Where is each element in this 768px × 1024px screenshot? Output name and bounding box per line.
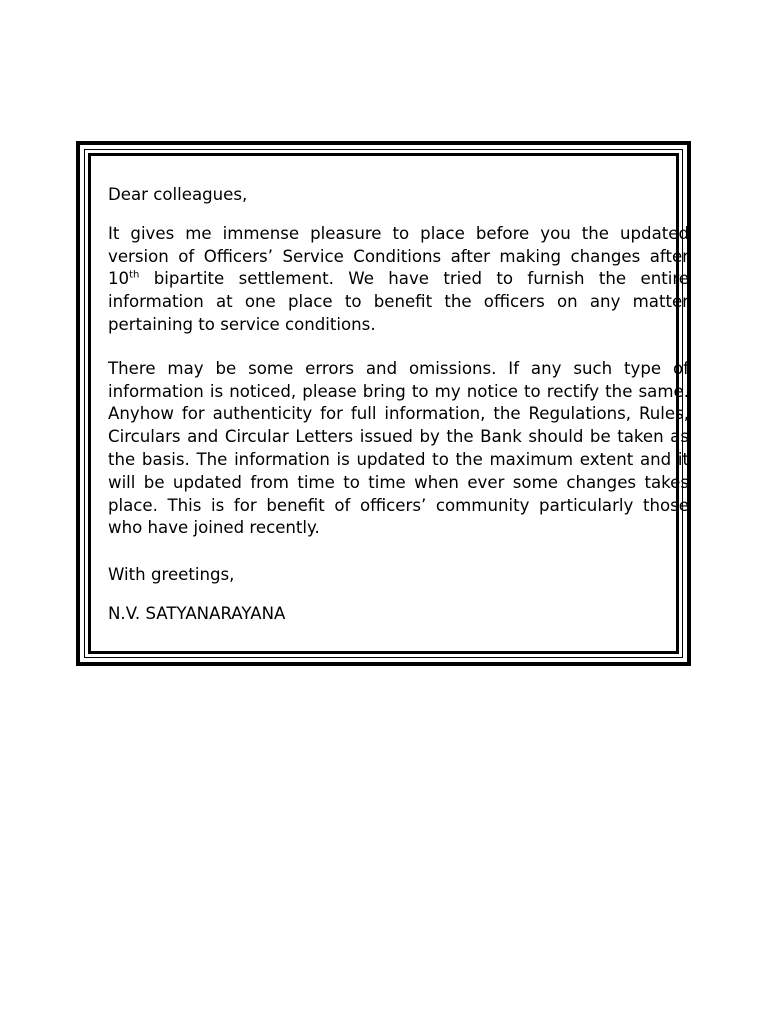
ordinal-suffix: th — [129, 269, 140, 281]
letter-closing: With greetings, — [108, 565, 235, 585]
letter-signature: N.V. SATYANARAYANA — [108, 603, 286, 623]
letter-paragraph-1 — [108, 223, 689, 337]
letter-body — [108, 184, 689, 626]
letter-border-core — [88, 153, 689, 654]
paragraph-1-text-start: It gives me immense pleasure to place before you the updated version of Officers’ Service Conditions after making changes after 10 — [108, 223, 689, 289]
paragraph-1-text-end: bipartite settlement. We have tried to furnish the entire information at one place to benefit the officers on any matter pertaining to service conditions. — [108, 269, 689, 334]
letter-border-inner — [84, 149, 689, 658]
letter-paragraph-2: There may be some errors and omissions. If any such type of information is noticed, please bring to my notice to rectify the same. Anyhow for authenticity for full information, the Regulations, Rules, Circulars and Circular Letters issued by the Bank should be taken as the basis. The information is updated to the maximum extent and it will be updated from time to time when ever some changes takes place. This is for benefit of officers’ community particularly those who have joined recently. — [108, 358, 689, 538]
letter-border-outer — [76, 141, 691, 666]
letter-salutation: Dear colleagues, — [108, 185, 248, 204]
